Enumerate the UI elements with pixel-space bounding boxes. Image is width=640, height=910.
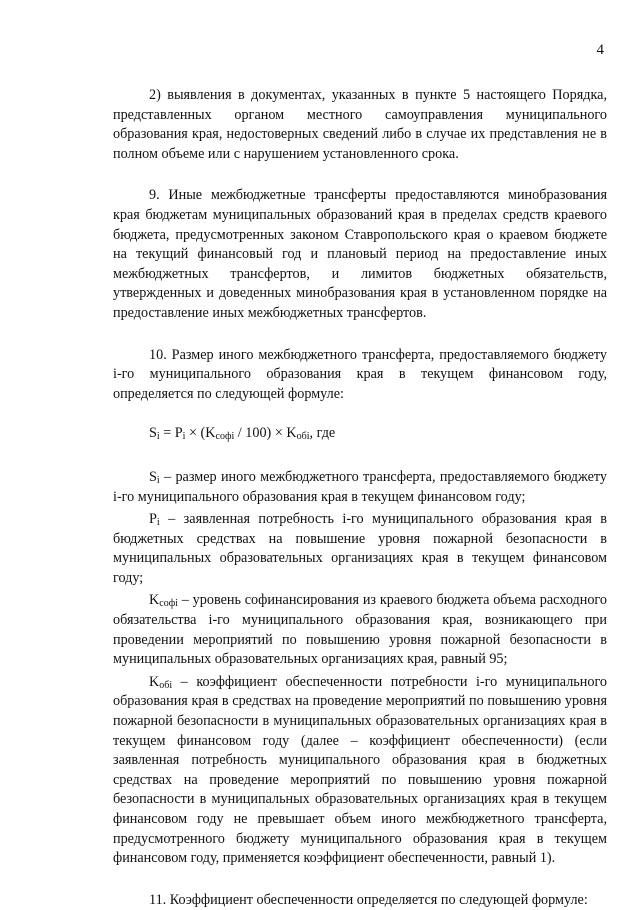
page-number: 4 bbox=[596, 42, 604, 58]
definition-kob: $K_{обi}$ – коэффициент обеспеченности потребности i-го муниципального образования края в средствах на проведение мероприятий по повышению уровня пожарной безопасности в муниципальных образовательных организациях края в текущем финансовом году (далее – коэффициент обеспеченности) (если заявленная потребность муниципального образования края в бюджетных средствах на проведение мероприятий по повышению уровня пожарной безопасности в муниципальных образовательных организациях края в текущем финансовом году не превышает объем иного межбюджетного трансферта, предусмотренного бюджету муниципального образования края в текущем финансовом году, применяется коэффициент обеспеченности, равный 1). bbox=[113, 673, 607, 867]
definition-si: $S_i$ – размер иного межбюджетного трансферта, предоставляемого бюджету i-го муниципального образования края в текущем финансовом году; bbox=[113, 468, 607, 505]
formula-si: $S_i = P_i \times (K_{софi} / 100) \times K_{обi}$, где bbox=[149, 425, 336, 443]
document-body bbox=[113, 86, 607, 910]
paragraph-section-11: 11. Коэффициент обеспеченности определяется по следующей формуле: bbox=[149, 891, 588, 908]
paragraph-section-10: 10. Размер иного межбюджетного трансферта, предоставляемого бюджету i-го муниципального образования края в текущем финансовом году, определяется по следующей формуле: bbox=[113, 346, 607, 402]
paragraph-section-9: 9. Иные межбюджетные трансферты предоставляются минобразования края бюджетам муниципальных образований края в пределах средств краевого бюджета, предусмотренных законом Ставропольского края о краевом бюджете на текущий финансовый год и плановый период на предоставление иных межбюджетных трансфертов, и лимитов бюджетных обязательств, утвержденных и доведенных минобразования края в установленном порядке на предоставление иных межбюджетных трансфертов. bbox=[113, 187, 607, 321]
paragraph-item-2: 2) выявления в документах, указанных в пункте 5 настоящего Порядка, представленных органом местного самоуправления муниципального образования края, недостоверных сведений либо в случае их представления не в полном объеме или с нарушением установленного срока. bbox=[113, 87, 607, 162]
definition-pi: $P_i$ – заявленная потребность i-го муниципального образования края в бюджетных средствах на повышение уровня пожарной безопасности в муниципальных образовательных организациях края в текущем финансовом году; bbox=[113, 511, 607, 586]
definition-ksof: $K_{софi}$ – уровень софинансирования из краевого бюджета объема расходного обязательства i-го муниципального образования края, возникающего при проведении мероприятий по повышению уровня пожарной безопасности в муниципальных образовательных организациях края, равный 95; bbox=[113, 592, 607, 668]
